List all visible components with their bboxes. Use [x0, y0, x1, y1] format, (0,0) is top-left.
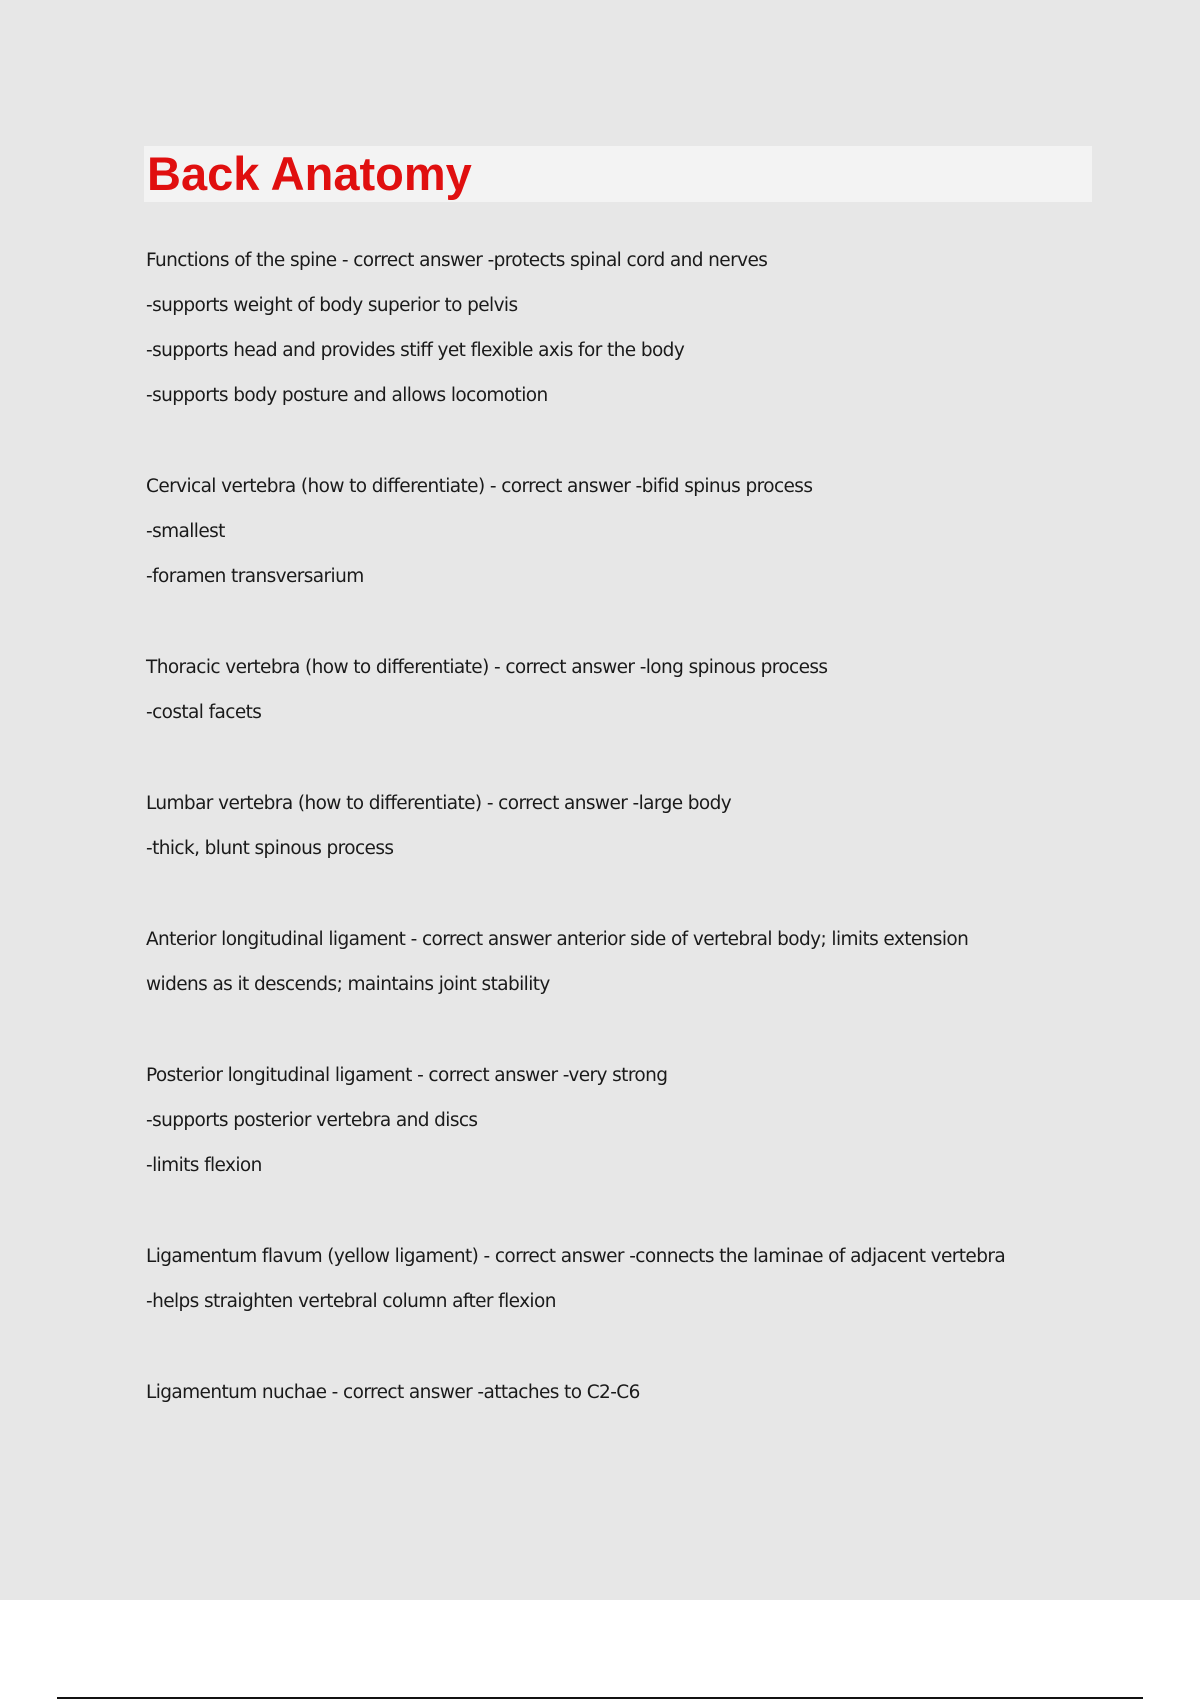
entry-line: Thoracic vertebra (how to differentiate) - correct answer -long spinous process [146, 657, 828, 678]
entry-cervical-vertebra [146, 464, 1106, 599]
entry-line: Functions of the spine - correct answer -protects spinal cord and nerves [146, 250, 768, 271]
entry-line: Ligamentum nuchae - correct answer -attaches to C2-C6 [146, 1382, 640, 1403]
entry-anterior-longitudinal-ligament [146, 917, 1106, 1007]
entry-line: -supports weight of body superior to pelvis [146, 295, 518, 316]
entry-line: -supports posterior vertebra and discs [146, 1110, 478, 1131]
entry-line: Anterior longitudinal ligament - correct answer anterior side of vertebral body; limits extension [146, 929, 969, 950]
entry-line: widens as it descends; maintains joint stability [146, 974, 550, 995]
entry-line: Cervical vertebra (how to differentiate) - correct answer -bifid spinus process [146, 476, 813, 497]
entry-ligamentum-flavum [146, 1234, 1106, 1324]
entry-line: -costal facets [146, 702, 262, 723]
document-body [146, 238, 1106, 1461]
entry-line: -thick, blunt spinous process [146, 838, 394, 859]
entry-line: -supports body posture and allows locomotion [146, 385, 548, 406]
entry-line: -foramen transversarium [146, 566, 364, 587]
entry-line: Ligamentum flavum (yellow ligament) - correct answer -connects the laminae of adjacent vertebra [146, 1246, 1006, 1267]
entry-line: Posterior longitudinal ligament - correct answer -very strong [146, 1065, 668, 1086]
entry-posterior-longitudinal-ligament [146, 1053, 1106, 1188]
entry-line: -supports head and provides stiff yet flexible axis for the body [146, 340, 685, 361]
entry-lumbar-vertebra [146, 781, 1106, 871]
entry-functions-of-spine [146, 238, 1106, 418]
entry-line: Lumbar vertebra (how to differentiate) - correct answer -large body [146, 793, 732, 814]
entry-line: -helps straighten vertebral column after flexion [146, 1291, 556, 1312]
document-title: Back Anatomy [147, 147, 472, 200]
entry-thoracic-vertebra [146, 645, 1106, 735]
entry-ligamentum-nuchae [146, 1370, 1106, 1415]
footer-divider [57, 1697, 1143, 1699]
entry-line: -smallest [146, 521, 225, 542]
entry-line: -limits flexion [146, 1155, 262, 1176]
